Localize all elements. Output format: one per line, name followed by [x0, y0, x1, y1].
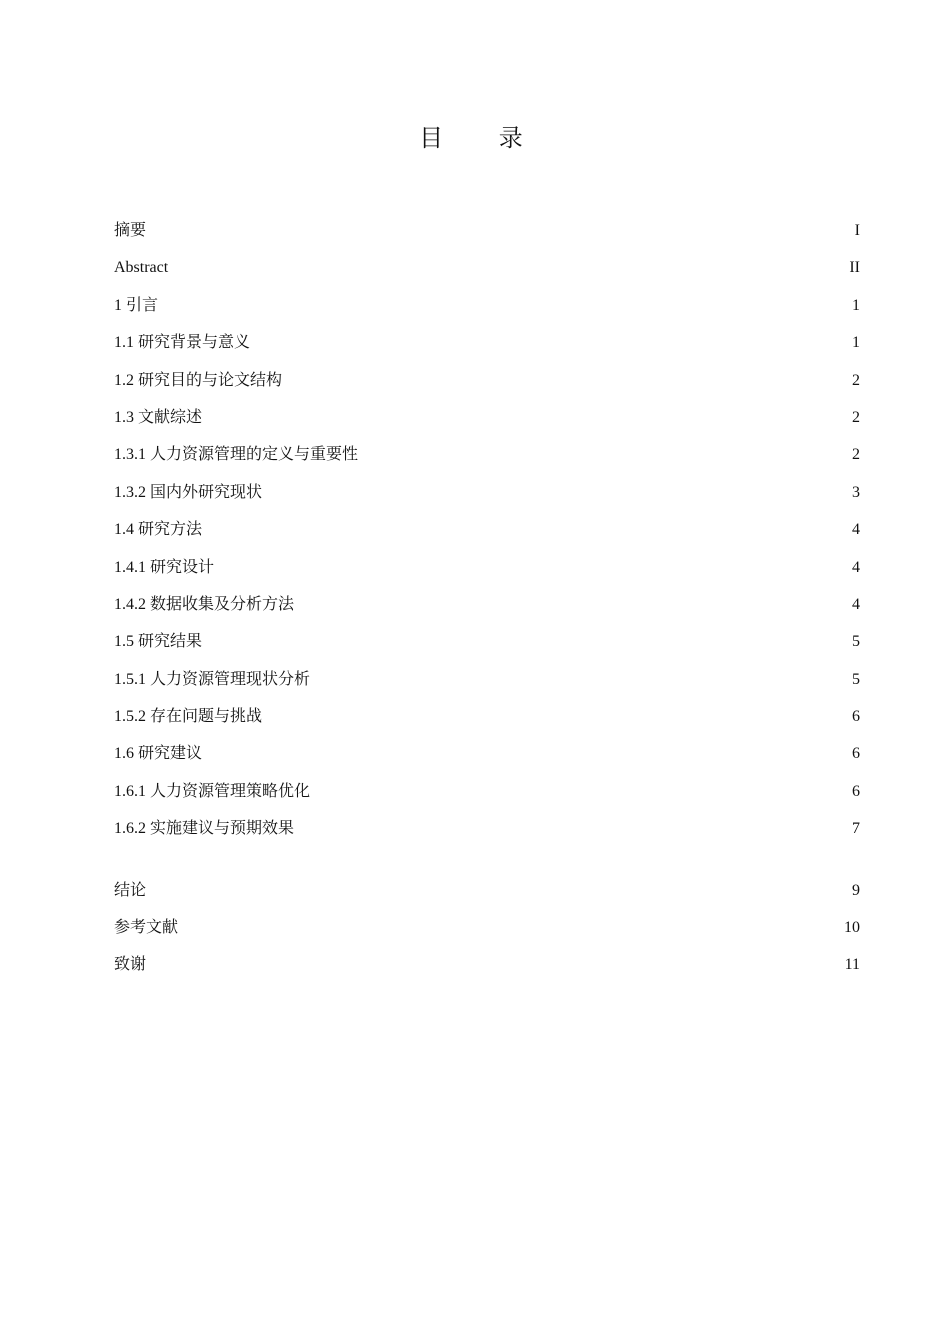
toc-entry-label: 1.4.2 数据收集及分析方法 [114, 595, 295, 613]
toc-entry-label: 1.3.1 人力资源管理的定义与重要性 [114, 446, 359, 464]
dot-leader [147, 214, 854, 234]
toc-entry-page: 6 [852, 708, 860, 726]
toc-entry-page: 2 [852, 371, 860, 389]
toc-entry-page: 11 [844, 956, 860, 974]
toc-entry[interactable] [114, 436, 860, 473]
toc-entry-page: 3 [852, 483, 860, 501]
toc-entry[interactable] [114, 511, 860, 548]
toc-entry-label: 参考文献 [114, 919, 179, 937]
toc-entry[interactable] [114, 810, 860, 847]
dot-leader [179, 911, 843, 931]
toc-entry-page: 1 [852, 296, 860, 314]
toc-entry-page: 2 [852, 446, 860, 464]
toc-entry-page: 6 [852, 745, 860, 763]
toc-entry-label: 1.6.2 实施建议与预期效果 [114, 820, 295, 838]
toc-entry[interactable] [114, 549, 860, 586]
toc-entry-page: 10 [844, 919, 860, 937]
toc-entry-label: Abstract [114, 259, 169, 277]
toc-title: 目 录 [419, 124, 547, 152]
toc-entry[interactable] [114, 909, 860, 946]
toc-entry-page: 5 [852, 670, 860, 688]
dot-leader [159, 289, 851, 309]
toc-entry-label: 摘要 [114, 222, 147, 239]
toc-entry-label: 1.4 研究方法 [114, 521, 203, 539]
toc-entry-label: 1 引言 [114, 296, 159, 314]
dot-leader [169, 251, 848, 271]
dot-leader [251, 326, 851, 346]
toc-entry[interactable] [114, 249, 860, 286]
toc-entry-label: 1.4.1 研究设计 [114, 558, 215, 576]
dot-leader [311, 663, 851, 683]
dot-leader [147, 874, 851, 894]
toc-entry-label: 1.3.2 国内外研究现状 [114, 483, 263, 501]
toc-entry[interactable] [114, 586, 860, 623]
toc-entry[interactable] [114, 773, 860, 810]
section-gap [114, 848, 860, 872]
toc-entry-page: 9 [852, 881, 860, 899]
toc-entry[interactable] [114, 735, 860, 772]
dot-leader [203, 401, 851, 421]
toc-entry-label: 1.3 文献综述 [114, 408, 203, 426]
dot-leader [203, 737, 851, 757]
toc-entry-page: 1 [852, 334, 860, 352]
dot-leader [147, 948, 844, 968]
dot-leader [311, 775, 851, 795]
toc-entry-page: 4 [852, 558, 860, 576]
toc-entry[interactable] [114, 661, 860, 698]
dot-leader [203, 625, 851, 645]
toc-entry-label: 1.2 研究目的与论文结构 [114, 371, 283, 389]
toc-entry[interactable] [114, 287, 860, 324]
toc-entry-label: 1.6.1 人力资源管理策略优化 [114, 782, 311, 800]
toc-entry[interactable] [114, 623, 860, 660]
toc-entry-page: 4 [852, 595, 860, 613]
dot-leader [359, 438, 851, 458]
toc-entry[interactable] [114, 399, 860, 436]
dot-leader [283, 364, 851, 384]
toc-entry-label: 结论 [114, 881, 147, 899]
toc-entry-label: 1.5 研究结果 [114, 633, 203, 651]
dot-leader [295, 588, 851, 608]
toc-entry[interactable] [114, 324, 860, 361]
toc-entry[interactable] [114, 698, 860, 735]
toc-entry-page: 4 [852, 521, 860, 539]
toc-entry-label: 致谢 [114, 956, 147, 974]
toc-entry[interactable] [114, 946, 860, 983]
toc-entry[interactable] [114, 362, 860, 399]
toc-entry-page: 7 [852, 820, 860, 838]
toc-entry-page: 6 [852, 782, 860, 800]
toc-entry-label: 1.5.1 人力资源管理现状分析 [114, 670, 311, 688]
dot-leader [203, 513, 851, 533]
toc-entry-page: I [854, 222, 860, 239]
table-of-contents [114, 212, 860, 984]
toc-entry-page: 5 [852, 633, 860, 651]
dot-leader [215, 551, 851, 571]
toc-entry-label: 1.5.2 存在问题与挑战 [114, 708, 263, 726]
toc-entry[interactable] [114, 872, 860, 909]
toc-entry-page: II [849, 259, 860, 277]
dot-leader [263, 476, 851, 496]
dot-leader [295, 812, 851, 832]
toc-entry-page: 2 [852, 408, 860, 426]
toc-entry[interactable] [114, 212, 860, 249]
dot-leader [263, 700, 851, 720]
toc-entry-label: 1.1 研究背景与意义 [114, 334, 251, 352]
toc-entry[interactable] [114, 474, 860, 511]
toc-entry-label: 1.6 研究建议 [114, 745, 203, 763]
